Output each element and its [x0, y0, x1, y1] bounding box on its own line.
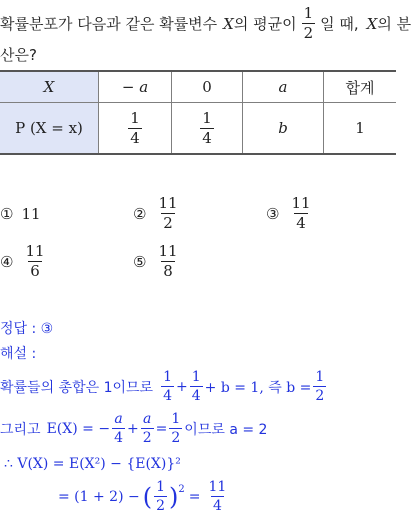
choice-3-numerator: 11: [291, 194, 311, 212]
sum-equation: + b = 1, 즉 b =: [204, 379, 312, 396]
explanation-heading: 해설 :: [0, 346, 37, 362]
mean-frac-1-num: a: [114, 411, 123, 427]
p2-numerator: 1: [202, 108, 212, 127]
mean-text: 그리고: [0, 421, 41, 438]
p2-fraction: [200, 108, 214, 147]
mean-numerator: 1: [303, 4, 314, 22]
mean-frac-2-num: a: [143, 411, 152, 427]
p2-denominator: 4: [202, 128, 212, 147]
mean-fraction: [302, 6, 316, 41]
mean-plus: +: [126, 420, 139, 437]
mean-frac-3-den: 2: [171, 430, 181, 446]
choice-5-denominator: 8: [163, 262, 173, 280]
choice-1-mark: ①: [0, 205, 14, 223]
sum-frac-2-den: 4: [191, 388, 201, 404]
mean-conclusion: 이므로 a = 2: [184, 421, 268, 438]
choice-1-value: 11: [21, 205, 41, 223]
choice-2-fraction: [156, 196, 179, 231]
mean-frac-3: [169, 412, 182, 445]
variance-half-num: 1: [156, 479, 166, 495]
sum-frac-2-num: 1: [191, 369, 201, 385]
mean-frac-2-den: 2: [142, 430, 152, 446]
mean-frac-3-num: 1: [171, 411, 181, 427]
variance-equals: =: [188, 488, 201, 505]
question-var-x: X: [223, 14, 234, 33]
b-value-den: 2: [315, 388, 325, 404]
question-text-a: 확률분포가 다음과 같은 확률변수: [0, 15, 218, 33]
sum-plus: +: [175, 378, 188, 395]
cell-p1: [99, 103, 172, 155]
square-exponent: 2: [178, 484, 185, 495]
variance-result-num: 11: [208, 479, 227, 495]
choice-4-fraction: [23, 244, 46, 279]
choice-5-mark: ⑤: [133, 252, 147, 271]
p1-denominator: 4: [130, 128, 140, 147]
choice-4-mark: ④: [0, 252, 14, 271]
sum-frac-1-den: 4: [163, 388, 172, 404]
header-total: 합계: [324, 71, 397, 103]
question-line-2: 산은?: [0, 46, 37, 64]
variance-result-den: 4: [212, 498, 222, 514]
choice-2-mark: ②: [133, 204, 147, 223]
question-text-c: 일 때,: [320, 15, 359, 33]
solution-line-4: [58, 480, 230, 513]
choice-2-numerator: 11: [158, 194, 178, 212]
sum-frac-1: [161, 370, 174, 403]
answer-line: 정답 : ③: [0, 321, 54, 337]
solution-line-3: ∴ V(X) = E(X²) − {E(X)}²: [4, 456, 181, 472]
p1-fraction: [128, 108, 142, 147]
variance-half-den: 2: [156, 498, 166, 514]
header-a: a: [243, 71, 324, 103]
row-label: P (X = x): [0, 103, 99, 155]
mean-denominator: 2: [303, 24, 314, 42]
cell-p3: b: [243, 103, 324, 155]
sum-frac-1-num: 1: [163, 369, 172, 385]
b-value-fraction: [313, 370, 326, 403]
choice-3[interactable]: [266, 196, 315, 231]
question-text-d: 의 분: [377, 15, 411, 33]
b-value-num: 1: [315, 369, 325, 385]
header-zero: 0: [172, 71, 243, 103]
choice-2-denominator: 2: [163, 214, 173, 232]
variance-result: [207, 480, 229, 513]
variance-half: [154, 480, 167, 513]
mean-frac-1: [112, 412, 125, 445]
choice-1[interactable]: [0, 205, 41, 223]
question-var-x-2: X: [366, 14, 378, 33]
solution-line-1: [0, 370, 328, 403]
sum-text: 확률들의 총합은 1이므로: [0, 379, 154, 396]
choice-5[interactable]: [133, 244, 182, 279]
mean-frac-2: [141, 412, 154, 445]
choice-4-numerator: 11: [25, 242, 45, 260]
mean-equals: =: [155, 420, 168, 437]
choice-3-denominator: 4: [296, 214, 306, 232]
mean-expression: E(X) = −: [46, 420, 111, 437]
header-neg-a: − a: [99, 71, 172, 103]
mean-frac-1-den: 4: [114, 430, 123, 446]
choice-5-fraction: [156, 244, 179, 279]
question-line-1: [0, 6, 411, 41]
header-x: X: [0, 71, 99, 103]
table-prob-row: [0, 103, 396, 155]
choice-4[interactable]: [0, 244, 49, 279]
choice-3-fraction: [289, 196, 312, 231]
sum-frac-2: [190, 370, 203, 403]
solution-line-2: [0, 412, 267, 445]
variance-expression: = (1 + 2) −: [58, 488, 140, 505]
cell-total: 1: [324, 103, 397, 155]
choice-3-mark: ③: [266, 204, 280, 223]
choice-5-numerator: 11: [158, 242, 178, 260]
table-header-row: [0, 71, 396, 103]
cell-p2: [172, 103, 243, 155]
p1-numerator: 1: [130, 108, 140, 127]
distribution-table: [0, 70, 396, 155]
right-paren: ): [169, 482, 179, 511]
choice-4-denominator: 6: [30, 262, 40, 280]
question-text-b: 의 평균이: [233, 15, 297, 33]
left-paren: (: [142, 482, 153, 511]
choice-2[interactable]: [133, 196, 182, 231]
